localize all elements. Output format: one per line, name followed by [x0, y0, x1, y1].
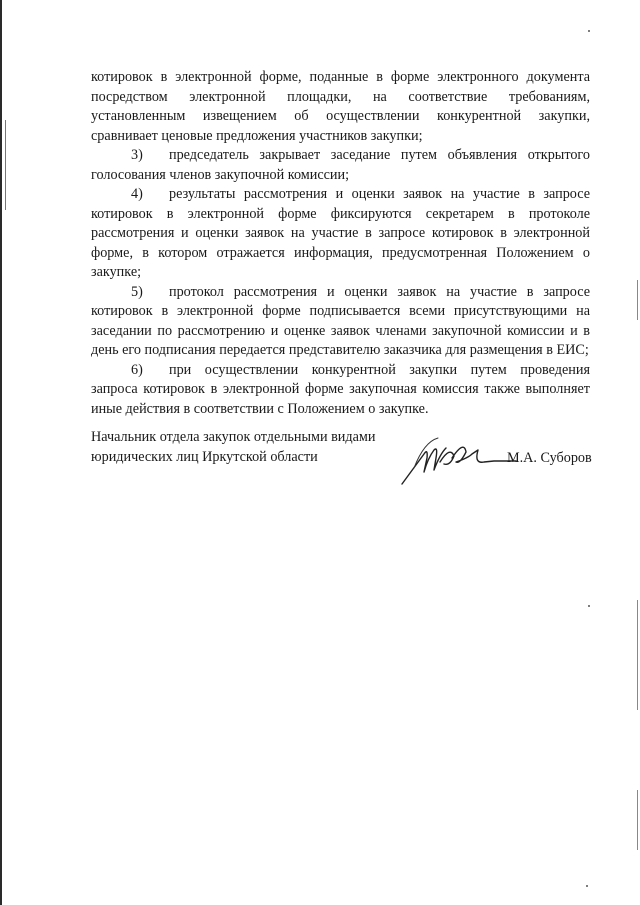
item-text: протокол рассмотрения и оценки заявок на участие в запросе котировок в электронной форме подписывается всеми присутствующими на заседании по рассмотрению и оценке заявок членами закупочной комиссии и в день его подписания передается представителю заказчика для размещения в ЕИС;: [91, 283, 590, 358]
item-text: результаты рассмотрения и оценки заявок на участие в запросе котировок в электронной форме фиксируются секретарем в протоколе рассмотрения и оценки заявок на участие в запросе котировок в электронной форме, в котором отражается информация, предусмотренная Положением о закупке;: [91, 186, 590, 280]
signatory-title: Начальник отдела закупок отдельными видами юридических лиц Иркутской области: [91, 429, 376, 465]
list-item: [91, 185, 590, 283]
scan-artifact-left: [5, 120, 6, 210]
handwritten-signature: [394, 428, 524, 488]
item-number: 5): [131, 283, 143, 300]
scan-edge-left: [0, 0, 2, 905]
item-text: при осуществлении конкурентной закупки путем проведения запроса котировок в электронной форме закупочная комиссия также выполняет иные действия в соответствии с Положением о закупке.: [91, 361, 590, 417]
scan-dot: [588, 605, 590, 607]
item-number: 6): [131, 361, 143, 378]
scan-dot: [588, 30, 590, 32]
item-number: 4): [131, 186, 143, 202]
document-body: [91, 68, 590, 419]
signature-block: [91, 428, 590, 508]
scan-artifact-right: [637, 790, 638, 850]
list-item: [91, 361, 590, 420]
list-item: [91, 146, 590, 185]
scan-artifact-right: [637, 600, 638, 710]
scan-artifact-right: [637, 280, 638, 320]
item-number: 3): [131, 147, 143, 163]
scan-dot: [586, 885, 588, 887]
signatory-name: М.А. Суборов: [507, 450, 592, 466]
list-item: [91, 283, 590, 361]
intro-paragraph: котировок в электронной форме, поданные в форме электронного документа посредством электронной площадки, на соответствие требованиям, установленным извещением об осуществлении конкурентной закупки, сравнивает ценовые предложения участников закупки;: [91, 69, 590, 144]
item-text: председатель закрывает заседание путем объявления открытого голосования членов закупочной комиссии;: [91, 147, 590, 183]
